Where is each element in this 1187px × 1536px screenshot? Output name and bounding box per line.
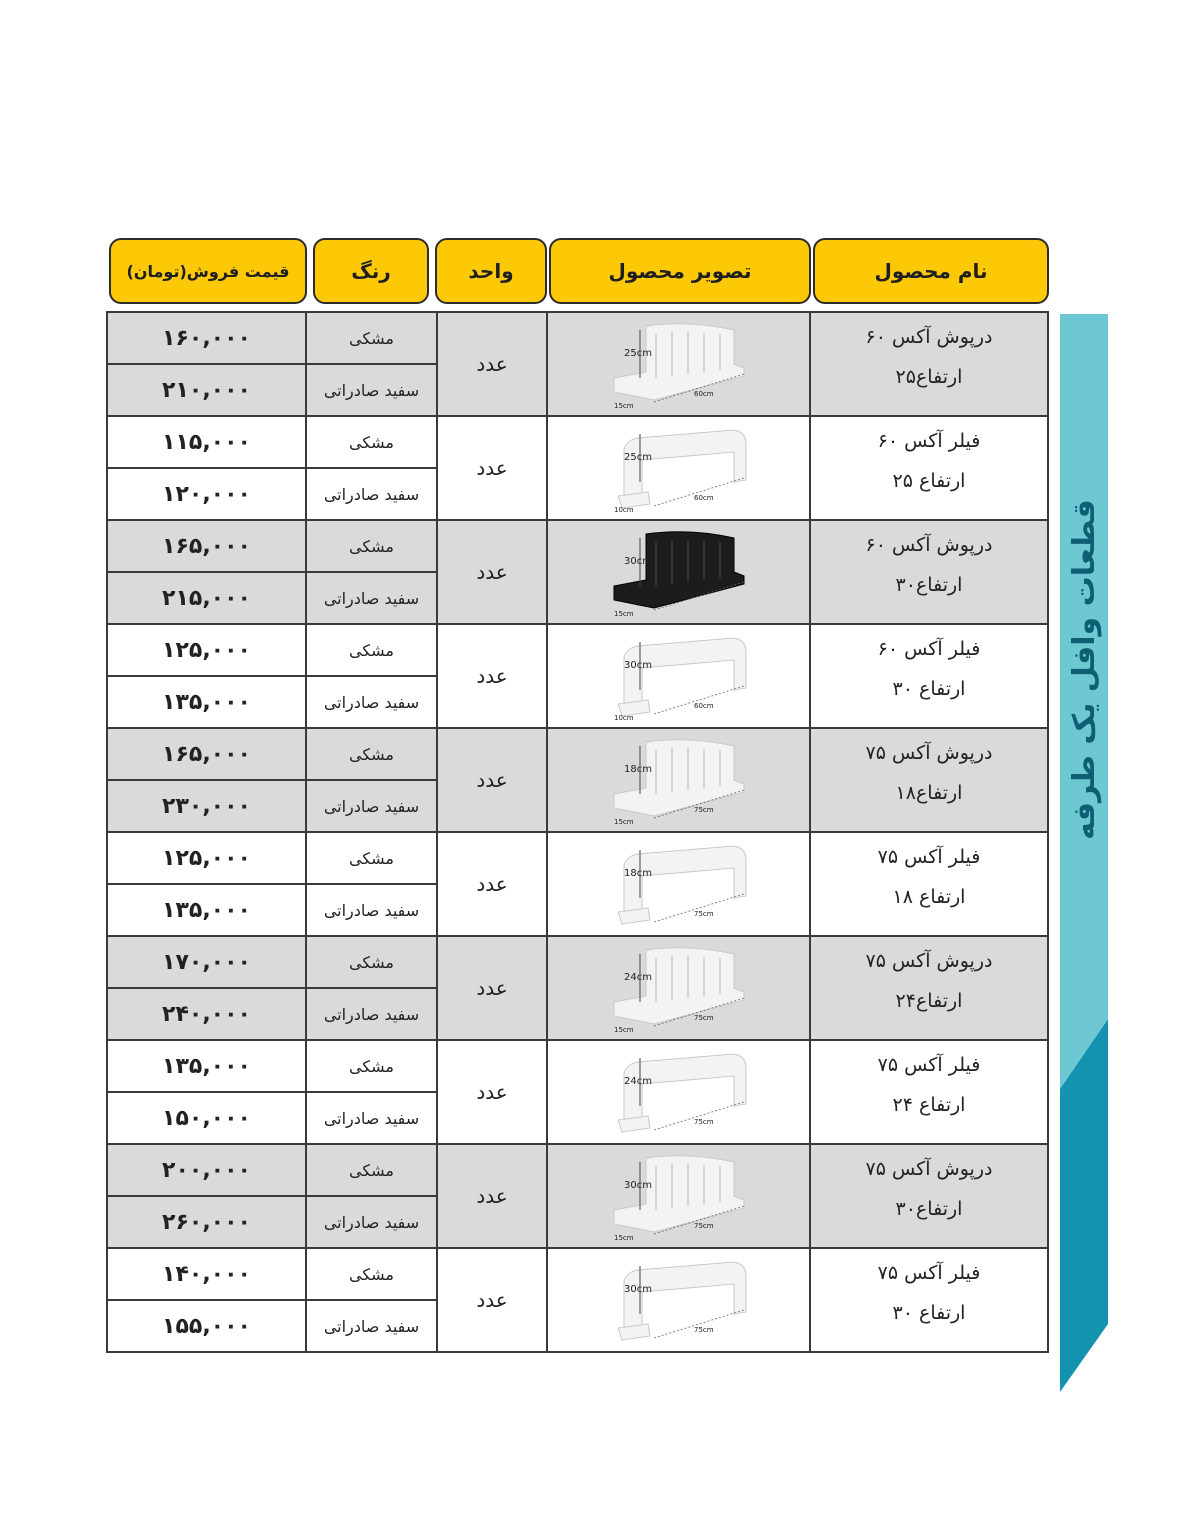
price-cell: ۱۵۵,۰۰۰ — [107, 1300, 306, 1352]
dimension-label: 10cm — [613, 714, 634, 722]
table-row — [107, 1040, 1048, 1092]
unit-cell: عدد — [437, 416, 547, 520]
product-name-cell — [810, 832, 1048, 936]
unit-cell: عدد — [437, 1248, 547, 1352]
product-height: ارتفاع ۲۴ — [892, 1094, 966, 1116]
dimension-label: 15cm — [613, 1234, 634, 1242]
product-name-cell — [810, 728, 1048, 832]
dimension-label: 30cm — [623, 660, 652, 671]
product-name-cell — [810, 520, 1048, 624]
waffle-filler-60-h25-white-icon — [618, 430, 746, 508]
price-cell: ۱۱۵,۰۰۰ — [107, 416, 306, 468]
color-cell: مشکی — [306, 1040, 437, 1092]
product-height: ارتفاع ۳۰ — [892, 1302, 966, 1324]
dimension-label: 75cm — [693, 1014, 714, 1022]
dimension-label: 24cm — [623, 972, 652, 983]
product-name-cell — [810, 1144, 1048, 1248]
product-name: فیلر آکس ۷۵ — [877, 1054, 981, 1076]
waffle-filler-75-h30-white-icon — [618, 1262, 746, 1340]
price-cell: ۱۶۵,۰۰۰ — [107, 728, 306, 780]
color-cell: مشکی — [306, 832, 437, 884]
product-name-cell — [810, 624, 1048, 728]
dimension-label: 15cm — [613, 818, 634, 826]
product-image — [594, 940, 764, 1036]
waffle-filler-60-h30-white-icon — [618, 638, 746, 716]
unit-cell: عدد — [437, 312, 547, 416]
product-height: ارتفاع۱۸ — [895, 782, 963, 804]
dimension-label: 25cm — [623, 348, 652, 359]
table-row — [107, 312, 1048, 364]
color-cell: سفید صادراتی — [306, 1196, 437, 1248]
color-cell: سفید صادراتی — [306, 572, 437, 624]
table-row — [107, 624, 1048, 676]
price-cell: ۱۳۵,۰۰۰ — [107, 1040, 306, 1092]
color-cell: مشکی — [306, 1144, 437, 1196]
product-name-cell — [810, 936, 1048, 1040]
product-image — [594, 316, 764, 412]
price-cell: ۲۰۰,۰۰۰ — [107, 1144, 306, 1196]
price-cell: ۱۶۰,۰۰۰ — [107, 312, 306, 364]
price-cell: ۲۴۰,۰۰۰ — [107, 988, 306, 1040]
side-title — [1060, 314, 1108, 1024]
waffle-filler-75-h24-white-icon — [618, 1054, 746, 1132]
price-cell: ۲۳۰,۰۰۰ — [107, 780, 306, 832]
color-cell: مشکی — [306, 624, 437, 676]
unit-cell: عدد — [437, 624, 547, 728]
dimension-label: 60cm — [693, 702, 714, 710]
table-row — [107, 936, 1048, 988]
color-cell: مشکی — [306, 416, 437, 468]
product-name: درپوش آکس ۷۵ — [865, 1158, 993, 1180]
product-name-cell — [810, 312, 1048, 416]
price-cell: ۱۲۵,۰۰۰ — [107, 832, 306, 884]
color-cell: سفید صادراتی — [306, 1300, 437, 1352]
product-height: ارتفاع۳۰ — [895, 574, 963, 596]
product-name: فیلر آکس ۶۰ — [877, 638, 981, 660]
price-cell: ۱۲۰,۰۰۰ — [107, 468, 306, 520]
product-name-cell — [810, 416, 1048, 520]
product-image — [594, 1044, 764, 1140]
color-cell: مشکی — [306, 312, 437, 364]
header-image: تصویر محصول — [549, 238, 811, 304]
dimension-label: 10cm — [613, 506, 634, 514]
dimension-label: 30cm — [623, 556, 652, 567]
table-row — [107, 416, 1048, 468]
dimension-label: 18cm — [623, 764, 652, 775]
product-name-cell — [810, 1040, 1048, 1144]
unit-cell: عدد — [437, 1040, 547, 1144]
product-name: فیلر آکس ۶۰ — [877, 430, 981, 452]
waffle-cover-75-h24-white-icon — [614, 948, 744, 1026]
dimension-label: 75cm — [693, 910, 714, 918]
header-price: قیمت فروش(تومان) — [109, 238, 307, 304]
image-cell — [547, 832, 810, 936]
table-row — [107, 520, 1048, 572]
dimension-label: 75cm — [693, 1326, 714, 1334]
price-cell: ۱۴۰,۰۰۰ — [107, 1248, 306, 1300]
dimension-label: 60cm — [693, 390, 714, 398]
waffle-cover-75-h30-white-icon — [614, 1156, 744, 1234]
table-row — [107, 728, 1048, 780]
color-cell: مشکی — [306, 1248, 437, 1300]
image-cell — [547, 416, 810, 520]
waffle-cover-60-h30-black-icon — [614, 532, 744, 610]
side-title-text: قطعات وافل یک طرفه — [1066, 498, 1102, 840]
image-cell — [547, 1144, 810, 1248]
dimension-label: 75cm — [693, 1222, 714, 1230]
product-image — [594, 732, 764, 828]
dimension-label: 75cm — [693, 1118, 714, 1126]
dimension-label: 15cm — [613, 1026, 634, 1034]
header-color: رنگ — [313, 238, 429, 304]
table-row — [107, 1248, 1048, 1300]
color-cell: سفید صادراتی — [306, 884, 437, 936]
product-name: درپوش آکس ۷۵ — [865, 950, 993, 972]
unit-cell: عدد — [437, 728, 547, 832]
product-image — [594, 420, 764, 516]
price-cell: ۱۷۰,۰۰۰ — [107, 936, 306, 988]
image-cell — [547, 1248, 810, 1352]
price-cell: ۱۳۵,۰۰۰ — [107, 884, 306, 936]
unit-cell: عدد — [437, 1144, 547, 1248]
product-height: ارتفاع ۱۸ — [892, 886, 966, 908]
product-name-cell — [810, 1248, 1048, 1352]
product-height: ارتفاع۳۰ — [895, 1198, 963, 1220]
color-cell: سفید صادراتی — [306, 676, 437, 728]
product-name: درپوش آکس ۷۵ — [865, 742, 993, 764]
product-height: ارتفاع ۲۵ — [892, 470, 966, 492]
dimension-label: 30cm — [623, 1284, 652, 1295]
dimension-label: 24cm — [623, 1076, 652, 1087]
color-cell: سفید صادراتی — [306, 780, 437, 832]
image-cell — [547, 520, 810, 624]
product-height: ارتفاع۲۵ — [895, 366, 963, 388]
image-cell — [547, 936, 810, 1040]
product-image — [594, 628, 764, 724]
color-cell: مشکی — [306, 728, 437, 780]
waffle-cover-60-h25-white-icon — [614, 324, 744, 402]
table-row — [107, 1144, 1048, 1196]
product-name: فیلر آکس ۷۵ — [877, 1262, 981, 1284]
product-name: درپوش آکس ۶۰ — [865, 534, 993, 556]
unit-cell: عدد — [437, 520, 547, 624]
price-cell: ۱۶۵,۰۰۰ — [107, 520, 306, 572]
color-cell: سفید صادراتی — [306, 364, 437, 416]
table-row — [107, 832, 1048, 884]
color-cell: مشکی — [306, 936, 437, 988]
dimension-label: 25cm — [623, 452, 652, 463]
waffle-cover-75-h18-white-icon — [614, 740, 744, 818]
header-name: نام محصول — [813, 238, 1049, 304]
dimension-label: 75cm — [693, 806, 714, 814]
waffle-filler-75-h18-white-icon — [618, 846, 746, 924]
dimension-label: 15cm — [613, 610, 634, 618]
product-image — [594, 524, 764, 620]
price-cell: ۲۶۰,۰۰۰ — [107, 1196, 306, 1248]
dimension-label: 18cm — [623, 868, 652, 879]
color-cell: سفید صادراتی — [306, 988, 437, 1040]
image-cell — [547, 624, 810, 728]
product-height: ارتفاع ۳۰ — [892, 678, 966, 700]
product-height: ارتفاع۲۴ — [895, 990, 963, 1012]
image-cell — [547, 728, 810, 832]
color-cell: سفید صادراتی — [306, 468, 437, 520]
product-image — [594, 1252, 764, 1348]
dimension-label: 15cm — [613, 402, 634, 410]
price-cell: ۲۱۰,۰۰۰ — [107, 364, 306, 416]
header-unit: واحد — [435, 238, 547, 304]
price-cell: ۱۵۰,۰۰۰ — [107, 1092, 306, 1144]
price-table — [106, 311, 1049, 1353]
image-cell — [547, 312, 810, 416]
price-cell: ۲۱۵,۰۰۰ — [107, 572, 306, 624]
price-cell: ۱۲۵,۰۰۰ — [107, 624, 306, 676]
product-name: فیلر آکس ۷۵ — [877, 846, 981, 868]
dimension-label: 30cm — [623, 1180, 652, 1191]
product-image — [594, 836, 764, 932]
unit-cell: عدد — [437, 832, 547, 936]
price-cell: ۱۳۵,۰۰۰ — [107, 676, 306, 728]
dimension-label: 60cm — [693, 494, 714, 502]
image-cell — [547, 1040, 810, 1144]
color-cell: مشکی — [306, 520, 437, 572]
color-cell: سفید صادراتی — [306, 1092, 437, 1144]
unit-cell: عدد — [437, 936, 547, 1040]
product-name: درپوش آکس ۶۰ — [865, 326, 993, 348]
product-image — [594, 1148, 764, 1244]
